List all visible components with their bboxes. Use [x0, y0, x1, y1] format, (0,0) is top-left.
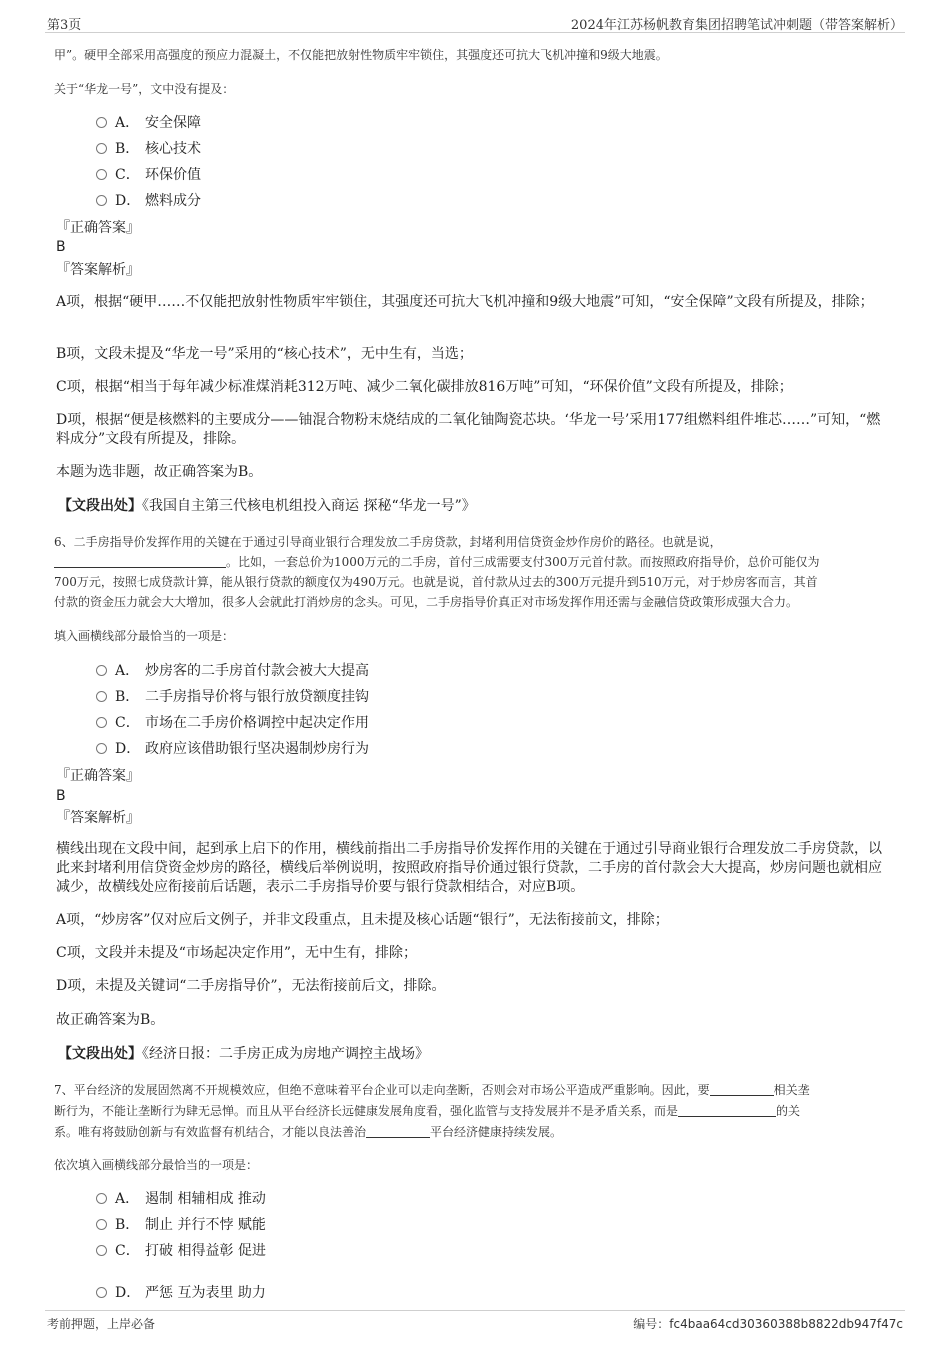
radio-icon[interactable] [96, 1219, 107, 1230]
q7-stem-line3: 系。唯有将鼓励创新与有效监督有机结合，才能以良法善治 平台经济健康持续发展。 [54, 1125, 563, 1139]
page-header [45, 12, 905, 33]
radio-icon[interactable] [96, 195, 107, 206]
q5-prompt: 关于“华龙一号”，文中没有提及： [54, 82, 235, 96]
q7-option-d[interactable]: D． 严惩 互为表里 助力 [96, 1283, 266, 1303]
radio-icon[interactable] [96, 665, 107, 676]
radio-icon[interactable] [96, 717, 107, 728]
q5-option-c[interactable]: C． 环保价值 [96, 165, 201, 185]
q6-option-d[interactable]: D． 政府应该借助银行坚决遏制炒房行为 [96, 739, 369, 759]
q5-option-d[interactable]: D． 燃料成分 [96, 191, 201, 211]
q7-stem-line1: 7、平台经济的发展固然离不开规模效应，但绝不意味着平台企业可以走向垄断，否则会对市场公平造成严重影响。因此，要 相关垄 [54, 1083, 810, 1097]
page-number: 第3页 [47, 18, 82, 33]
radio-icon[interactable] [96, 169, 107, 180]
q5-answer-label: 『正确答案』 [56, 220, 140, 236]
radio-icon[interactable] [96, 1245, 107, 1256]
radio-icon[interactable] [96, 1287, 107, 1298]
q7-option-a[interactable]: A． 遏制 相辅相成 推动 [96, 1189, 266, 1209]
radio-icon[interactable] [96, 1193, 107, 1204]
radio-icon[interactable] [96, 143, 107, 154]
q6-option-a[interactable]: A． 炒房客的二手房首付款会被大大提高 [96, 661, 369, 681]
q5-answer: B [56, 239, 66, 255]
q7-blank-2 [678, 1104, 776, 1117]
q6-stem-line3: 700万元，按照七成贷款计算，能从银行贷款的额度仅为490万元。也就是说，首付款从过去的300万元提升到510万元，对于炒房客而言，其首 [54, 575, 818, 589]
q6-stem-line4: 付款的资金压力就会大大增加，很多人会就此打消炒房的念头。可见，二手房指导价真正对市场发挥作用还需与金融信贷政策形成强大合力。 [54, 595, 799, 609]
q5-source: 【文段出处】《我国自主第三代核电机组投入商运 探秘“华龙一号”》 [58, 498, 476, 514]
q6-analysis-d: D项，未提及关键词“二手房指导价”，无法衔接前后文，排除。 [56, 978, 446, 994]
q5-analysis-c: C项，根据“相当于每年减少标准煤消耗312万吨、减少二氧化碳排放816万吨”可知，“环保价值”文段有所提及，排除； [56, 379, 793, 395]
q5-option-b[interactable]: B． 核心技术 [96, 139, 201, 159]
page-footer [45, 1310, 905, 1333]
q7-blank-1 [710, 1083, 774, 1096]
document-title: 2024年江苏杨帆教育集团招聘笔试冲刺题（带答案解析） [570, 18, 903, 33]
q6-conclusion: 故正确答案为B。 [56, 1012, 165, 1028]
q6-stem-line1: 6、二手房指导价发挥作用的关键在于通过引导商业银行合理发放二手房贷款，封堵利用信贷资金炒作房价的路径。也就是说， [54, 535, 722, 549]
q5-analysis-b: B项，文段未提及“华龙一号”采用的“核心技术”，无中生有，当选； [56, 346, 473, 362]
q6-option-b[interactable]: B． 二手房指导价将与银行放贷额度挂钩 [96, 687, 369, 707]
q6-option-c[interactable]: C． 市场在二手房价格调控中起决定作用 [96, 713, 369, 733]
document-code: 编号：fc4baa64cd30360388b8822db947f47c [633, 1317, 903, 1331]
q6-answer-label: 『正确答案』 [56, 768, 140, 784]
q5-analysis-d: D项，根据“便是核燃料的主要成分——铀混合物粉末烧结成的二氧化铀陶瓷芯块。‘华龙一号’采用177组燃料组件堆芯……”可知，“燃料成分”文段有所提及，排除。 [56, 412, 881, 447]
q6-analysis-c: C项，文段并未提及“市场起决定作用”，无中生有，排除； [56, 945, 418, 961]
q6-analysis-label: 『答案解析』 [56, 810, 140, 826]
q5-analysis-label: 『答案解析』 [56, 262, 140, 278]
radio-icon[interactable] [96, 691, 107, 702]
q7-stem-line2: 断行为，不能让垄断行为肆无忌惮。而且从平台经济长远健康发展角度看，强化监管与支持发展并不是矛盾关系，而是 的关 [54, 1104, 801, 1118]
q6-source: 【文段出处】《经济日报：二手房正成为房地产调控主战场》 [58, 1046, 429, 1062]
q7-option-c[interactable]: C． 打破 相得益彰 促进 [96, 1241, 266, 1261]
q5-passage-tail: 甲”。硬甲全部采用高强度的预应力混凝土，不仅能把放射性物质牢牢锁住，其强度还可抗大飞机冲撞和9级大地震。 [54, 48, 668, 62]
q6-analysis-main: 横线出现在文段中间，起到承上启下的作用，横线前指出二手房指导价发挥作用的关键在于通过引导商业银行合理发放二手房贷款，以此来封堵利用信贷资金炒房的路径，横线后举例说明，按照政府指导价通过银行贷款，二手房的首付款会大大提高，炒房问题也就相应减少，故横线处应衔接前后话题，表示二手房指导价要与银行贷款相结合，对应B项。 [56, 841, 882, 895]
q6-blank [54, 555, 226, 568]
radio-icon[interactable] [96, 117, 107, 128]
q6-prompt: 填入画横线部分最恰当的一项是： [54, 629, 235, 643]
q5-conclusion: 本题为选非题，故正确答案为B。 [56, 464, 263, 480]
q5-option-a[interactable]: A． 安全保障 [96, 113, 201, 133]
q7-blank-3 [366, 1125, 430, 1138]
q6-stem-line2: 。比如，一套总价为1000万元的二手房，首付三成需要支付300万元首付款。而按照政府指导价，总价可能仅为 [54, 551, 894, 573]
radio-icon[interactable] [96, 743, 107, 754]
footer-slogan: 考前押题，上岸必备 [47, 1317, 156, 1331]
q5-analysis-a: A项，根据“硬甲……不仅能把放射性物质牢牢锁住，其强度还可抗大飞机冲撞和9级大地震”可知，“安全保障”文段有所提及，排除； [56, 294, 874, 310]
q6-analysis-a: A项，“炒房客”仅对应后文例子，并非文段重点，且未提及核心话题“银行”，无法衔接前文，排除； [56, 912, 669, 928]
q7-prompt: 依次填入画横线部分最恰当的一项是： [54, 1158, 259, 1172]
q7-option-b[interactable]: B． 制止 并行不悖 赋能 [96, 1215, 266, 1235]
q6-answer: B [56, 788, 66, 804]
